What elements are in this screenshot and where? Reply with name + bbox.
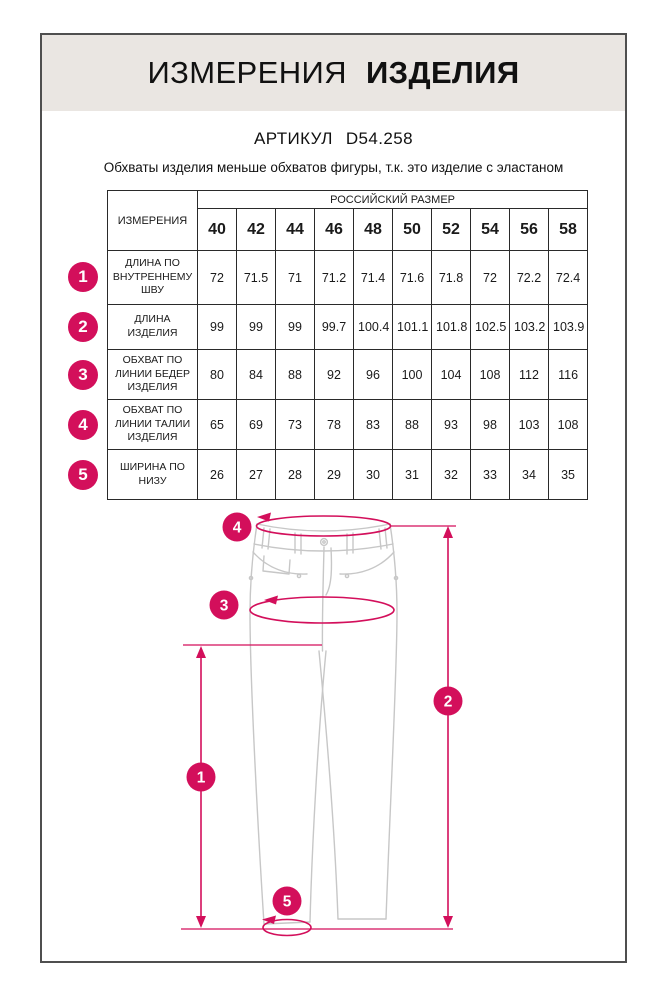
article-label: АРТИКУЛ (254, 129, 333, 148)
left-pocket-curve (253, 552, 307, 574)
waist-button-center (323, 541, 325, 543)
size-group-header: РОССИЙСКИЙ РАЗМЕР (198, 191, 588, 209)
cell-value: 101.8 (432, 305, 471, 350)
length-arrow-down (443, 916, 453, 928)
size-col-header: 50 (393, 209, 432, 251)
cell-value: 84 (237, 350, 276, 400)
cell-value: 72.2 (510, 251, 549, 305)
row-label: ДЛИНА ПО ВНУТРЕННЕМУ ШВУ (108, 251, 198, 305)
cell-value: 103 (510, 400, 549, 450)
title-band (42, 35, 625, 111)
cell-value: 103.2 (510, 305, 549, 350)
cell-value: 103.9 (549, 305, 588, 350)
size-col-header: 54 (471, 209, 510, 251)
cell-value: 98 (471, 400, 510, 450)
belt-loop (347, 533, 353, 554)
cell-value: 93 (432, 400, 471, 450)
size-table (107, 190, 588, 500)
arrowheads (196, 513, 453, 929)
table-row (108, 450, 588, 500)
cell-value: 71.4 (354, 251, 393, 305)
cell-value: 108 (471, 350, 510, 400)
waist-ellipse-arrowhead (257, 513, 271, 522)
cell-value: 116 (549, 350, 588, 400)
cell-value: 112 (510, 350, 549, 400)
cell-value: 99 (276, 305, 315, 350)
cell-value: 32 (432, 450, 471, 500)
cell-value: 71 (276, 251, 315, 305)
size-col-header: 48 (354, 209, 393, 251)
row-badge-2: 2 (68, 312, 98, 342)
cell-value: 88 (393, 400, 432, 450)
cell-value: 73 (276, 400, 315, 450)
left-inner-seam (310, 651, 326, 922)
size-col-header: 40 (198, 209, 237, 251)
inseam-arrow-up (196, 646, 206, 658)
cell-value: 101.1 (393, 305, 432, 350)
cell-value: 80 (198, 350, 237, 400)
cell-value: 96 (354, 350, 393, 400)
page-title (147, 55, 519, 91)
size-col-header: 46 (315, 209, 354, 251)
cell-value: 99 (237, 305, 276, 350)
pants-outline-drawing (249, 524, 397, 924)
rivet (345, 574, 348, 577)
cell-value: 72 (471, 251, 510, 305)
size-col-header: 52 (432, 209, 471, 251)
left-outer-seam (250, 524, 264, 924)
diagram-badge-4-label: 4 (232, 519, 242, 537)
waist-button (321, 539, 328, 546)
cell-value: 92 (315, 350, 354, 400)
cell-value: 65 (198, 400, 237, 450)
cell-value: 100.4 (354, 305, 393, 350)
cell-value: 100 (393, 350, 432, 400)
right-pocket-curve (340, 552, 394, 574)
cell-value: 104 (432, 350, 471, 400)
pants-measurement-diagram (150, 505, 530, 963)
size-col-header: 58 (549, 209, 588, 251)
table-row (108, 305, 588, 350)
cell-value: 83 (354, 400, 393, 450)
cell-value: 71.2 (315, 251, 354, 305)
row-badge-5: 5 (68, 460, 98, 490)
row-label: ОБХВАТ ПО ЛИНИИ БЕДЕР ИЗДЕЛИЯ (108, 350, 198, 400)
sheet-frame (40, 33, 627, 963)
cell-value: 27 (237, 450, 276, 500)
table-row (108, 251, 588, 305)
diagram-badge-1-label: 1 (196, 769, 206, 787)
cell-value: 72.4 (549, 251, 588, 305)
row-badge-4: 4 (68, 410, 98, 440)
cell-value: 108 (549, 400, 588, 450)
size-col-header: 56 (510, 209, 549, 251)
cell-value: 88 (276, 350, 315, 400)
cell-value: 35 (549, 450, 588, 500)
diagram-badge-5-label: 5 (282, 893, 292, 911)
size-col-header: 42 (237, 209, 276, 251)
size-col-header: 44 (276, 209, 315, 251)
center-front-seam (322, 547, 324, 651)
cell-value: 102.5 (471, 305, 510, 350)
row-badge-1: 1 (68, 262, 98, 292)
cell-value: 29 (315, 450, 354, 500)
article-line (42, 129, 625, 149)
row-label: ШИРИНА ПО НИЗУ (108, 450, 198, 500)
elastane-note: Обхваты изделия меньше обхватов фигуры, т.к. это изделие с эластаном (103, 160, 564, 175)
cell-value: 33 (471, 450, 510, 500)
right-outer-seam (386, 524, 397, 919)
diagram-badge-2-label: 2 (443, 693, 453, 711)
table-row (108, 350, 588, 400)
cell-value: 28 (276, 450, 315, 500)
cell-value: 78 (315, 400, 354, 450)
inseam-arrow-down (196, 916, 206, 928)
cell-value: 71.5 (237, 251, 276, 305)
rivet (297, 574, 300, 577)
cell-value: 71.8 (432, 251, 471, 305)
waist-girth-ellipse (257, 516, 391, 536)
page-title-regular: ИЗМЕРЕНИЯ (147, 55, 347, 90)
cell-value: 71.6 (393, 251, 432, 305)
measure-col-header: ИЗМЕРЕНИЯ (108, 191, 198, 251)
cell-value: 26 (198, 450, 237, 500)
waistband-top-edge (257, 524, 390, 531)
cell-value: 34 (510, 450, 549, 500)
row-label: ОБХВАТ ПО ЛИНИИ ТАЛИИ ИЗДЕЛИЯ (108, 400, 198, 450)
fly-stitch (326, 548, 331, 595)
article-code: D54.258 (345, 129, 413, 148)
row-label: ДЛИНА ИЗДЕЛИЯ (108, 305, 198, 350)
page-title-bold: ИЗДЕЛИЯ (365, 55, 520, 90)
length-arrow-up (443, 526, 453, 538)
diagram-badge-3-label: 3 (219, 597, 229, 615)
cell-value: 31 (393, 450, 432, 500)
cell-value: 72 (198, 251, 237, 305)
cell-value: 69 (237, 400, 276, 450)
cell-value: 99.7 (315, 305, 354, 350)
row-badge-3: 3 (68, 360, 98, 390)
cell-value: 30 (354, 450, 393, 500)
cell-value: 99 (198, 305, 237, 350)
table-row (108, 400, 588, 450)
measurement-annotations (181, 516, 456, 936)
hip-ellipse-arrowhead (264, 596, 278, 605)
